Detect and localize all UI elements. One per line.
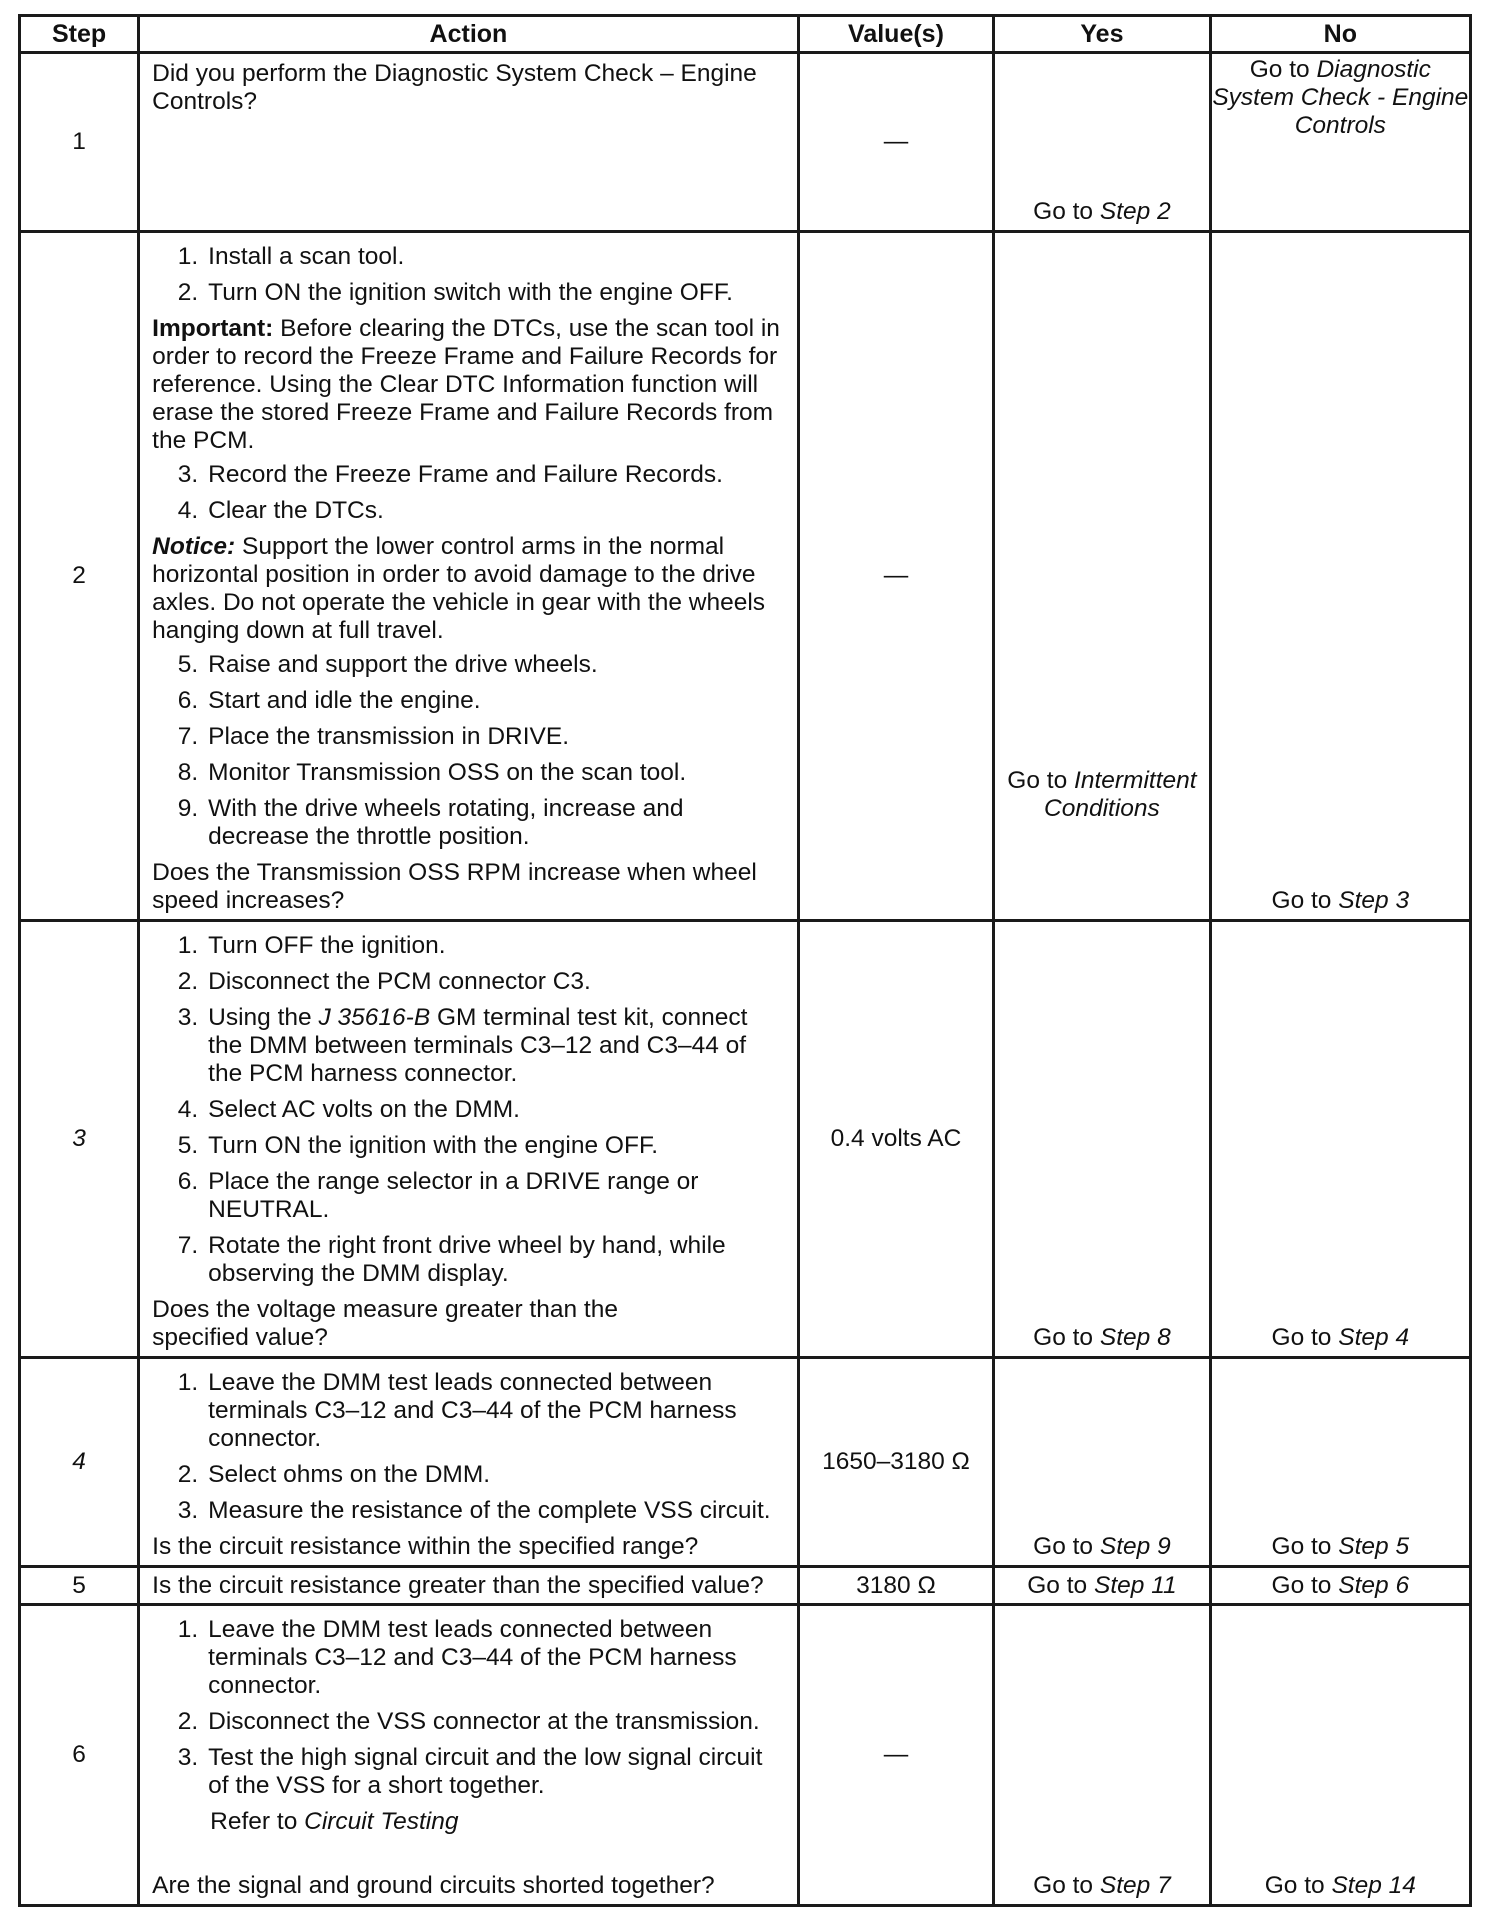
step-link[interactable]: Step 5 xyxy=(1338,1533,1410,1560)
value-cell: — xyxy=(798,232,994,921)
tool-reference: J 35616-B xyxy=(318,1004,431,1031)
yes-cell xyxy=(994,1567,1210,1605)
step-number: 3 xyxy=(20,921,139,1358)
question-text: Is the circuit resistance greater than the specified value? xyxy=(152,1571,764,1599)
go-to-label: Go to xyxy=(1033,1533,1094,1560)
step-number: 1 xyxy=(20,53,139,232)
yes-cell xyxy=(994,921,1210,1358)
list-item: 1. Leave the DMM test leads connected between terminals C3–12 and C3–44 of the PCM harness connector. xyxy=(177,1616,737,1699)
step-number: 4 xyxy=(20,1358,139,1567)
go-to-label: Go to xyxy=(1271,1571,1332,1599)
list-item: 2. Turn ON the ignition switch with the engine OFF. xyxy=(177,279,733,306)
step-link[interactable]: Step 8 xyxy=(1099,1324,1171,1351)
list-item: 2. Select ohms on the DMM. xyxy=(177,1461,491,1488)
value-cell: 1650–3180 Ω xyxy=(798,1358,994,1567)
spacer xyxy=(152,1842,787,1868)
question-text: Did you perform the Diagnostic System Check – Engine Controls? xyxy=(152,60,757,115)
list-item: 4. Clear the DTCs. xyxy=(177,497,384,524)
question-text: Is the circuit resistance within the specified range? xyxy=(152,1533,699,1560)
list-item: 5. Turn ON the ignition with the engine OFF. xyxy=(177,1132,659,1159)
refer-note: Refer to Circuit Testing xyxy=(210,1808,459,1835)
go-to-label: Go to xyxy=(1249,56,1310,83)
go-to-label: Go to xyxy=(1271,1324,1332,1351)
table-row xyxy=(20,1567,1471,1605)
list-item: 3. Test the high signal circuit and the low signal circuit of the VSS for a short together. xyxy=(177,1744,763,1799)
action-cell xyxy=(139,1605,799,1906)
step-number: 5 xyxy=(20,1567,139,1605)
value-cell: 0.4 volts AC xyxy=(798,921,994,1358)
header-step: Step xyxy=(20,16,139,53)
go-to-label: Go to xyxy=(1007,767,1068,794)
value-cell: — xyxy=(798,1605,994,1906)
yes-cell xyxy=(994,1358,1210,1567)
step-link[interactable]: Step 2 xyxy=(1099,198,1171,225)
list-item: 6. Place the range selector in a DRIVE range or NEUTRAL. xyxy=(177,1168,699,1223)
list-item: 2. Disconnect the PCM connector C3. xyxy=(177,968,591,995)
action-cell xyxy=(139,1358,799,1567)
list-item: 2. Disconnect the VSS connector at the transmission. xyxy=(177,1708,760,1735)
go-to-label: Go to xyxy=(1033,1872,1094,1899)
action-cell xyxy=(139,53,799,232)
circuit-testing-link[interactable]: Circuit Testing xyxy=(304,1808,459,1835)
yes-cell xyxy=(994,1605,1210,1906)
go-to-label: Go to xyxy=(1271,1533,1332,1560)
list-item: 1. Turn OFF the ignition. xyxy=(177,932,446,959)
question-text: Does the Transmission OSS RPM increase when wheel speed increases? xyxy=(152,859,757,914)
step-link[interactable]: Step 14 xyxy=(1331,1872,1416,1899)
header-values: Value(s) xyxy=(798,16,994,53)
intermittent-conditions-link[interactable]: Intermittent Conditions xyxy=(1044,767,1197,822)
step-link[interactable]: Step 9 xyxy=(1099,1533,1171,1560)
value-cell: — xyxy=(798,53,994,232)
list-item: 7. Place the transmission in DRIVE. xyxy=(177,723,570,750)
question-text: Does the voltage measure greater than the specified value? xyxy=(152,1296,618,1351)
go-to-label: Go to xyxy=(1264,1872,1325,1899)
step-link[interactable]: Step 4 xyxy=(1338,1324,1410,1351)
action-cell xyxy=(139,232,799,921)
header-action: Action xyxy=(139,16,799,53)
list-item: 1. Leave the DMM test leads connected between terminals C3–12 and C3–44 of the PCM harness connector. xyxy=(177,1369,737,1452)
list-item: 3. Record the Freeze Frame and Failure Records. xyxy=(177,461,723,488)
yes-cell xyxy=(994,53,1210,232)
important-note: Important: Before clearing the DTCs, use the scan tool in order to record the Freeze Frame and Failure Records for reference. Using the Clear DTC Information function will erase the stored Freeze Frame and Failure Records from the PCM. xyxy=(152,315,780,454)
table-row xyxy=(20,53,1471,232)
no-cell xyxy=(1210,1605,1470,1906)
action-cell xyxy=(139,1567,799,1605)
list-item: 7. Rotate the right front drive wheel by hand, while observing the DMM display. xyxy=(177,1232,726,1287)
no-cell xyxy=(1210,1567,1470,1605)
diagnostic-table xyxy=(18,14,1472,1907)
step-number: 2 xyxy=(20,232,139,921)
step-link[interactable]: Step 3 xyxy=(1338,887,1410,914)
question-text: Are the signal and ground circuits shorted together? xyxy=(152,1872,715,1899)
no-cell xyxy=(1210,921,1470,1358)
list-item: 3. Measure the resistance of the complete VSS circuit. xyxy=(177,1497,771,1524)
go-to-label: Go to xyxy=(1033,198,1094,225)
table-row xyxy=(20,921,1471,1358)
diagnostic-check-link[interactable]: Diagnostic System Check - Engine Controls xyxy=(1212,56,1469,139)
step-link[interactable]: Step 7 xyxy=(1099,1872,1171,1899)
no-cell xyxy=(1210,1358,1470,1567)
go-to-label: Go to xyxy=(1271,887,1332,914)
value-cell: 3180 Ω xyxy=(798,1567,994,1605)
list-item: 9. With the drive wheels rotating, increase and decrease the throttle position. xyxy=(177,795,684,850)
table-row xyxy=(20,1358,1471,1567)
notice-note: Notice: Support the lower control arms in the normal horizontal position in order to avoid damage to the drive axles. Do not operate the vehicle in gear with the wheels hanging down at full travel. xyxy=(152,533,766,644)
list-item: 6. Start and idle the engine. xyxy=(177,687,481,714)
list-item: 4. Select AC volts on the DMM. xyxy=(177,1096,520,1123)
step-link[interactable]: Step 11 xyxy=(1093,1571,1177,1599)
step-link[interactable]: Step 6 xyxy=(1338,1571,1410,1599)
no-cell xyxy=(1210,53,1470,232)
go-to-label: Go to xyxy=(1027,1571,1088,1599)
yes-cell xyxy=(994,232,1210,921)
no-cell xyxy=(1210,232,1470,921)
table-row xyxy=(20,232,1471,921)
header-yes: Yes xyxy=(994,16,1210,53)
table-row xyxy=(20,1605,1471,1906)
step-number: 6 xyxy=(20,1605,139,1906)
header-row xyxy=(20,16,1471,53)
header-no: No xyxy=(1210,16,1470,53)
go-to-label: Go to xyxy=(1033,1324,1094,1351)
list-item: 8. Monitor Transmission OSS on the scan tool. xyxy=(177,759,687,786)
list-item: 3. Using the J 35616-B GM terminal test kit, connect the DMM between terminals C3–12 and C3–44 of the PCM harness connector. xyxy=(177,1004,748,1087)
action-cell xyxy=(139,921,799,1358)
list-item: 5. Raise and support the drive wheels. xyxy=(177,651,598,678)
list-item: 1. Install a scan tool. xyxy=(177,243,405,270)
